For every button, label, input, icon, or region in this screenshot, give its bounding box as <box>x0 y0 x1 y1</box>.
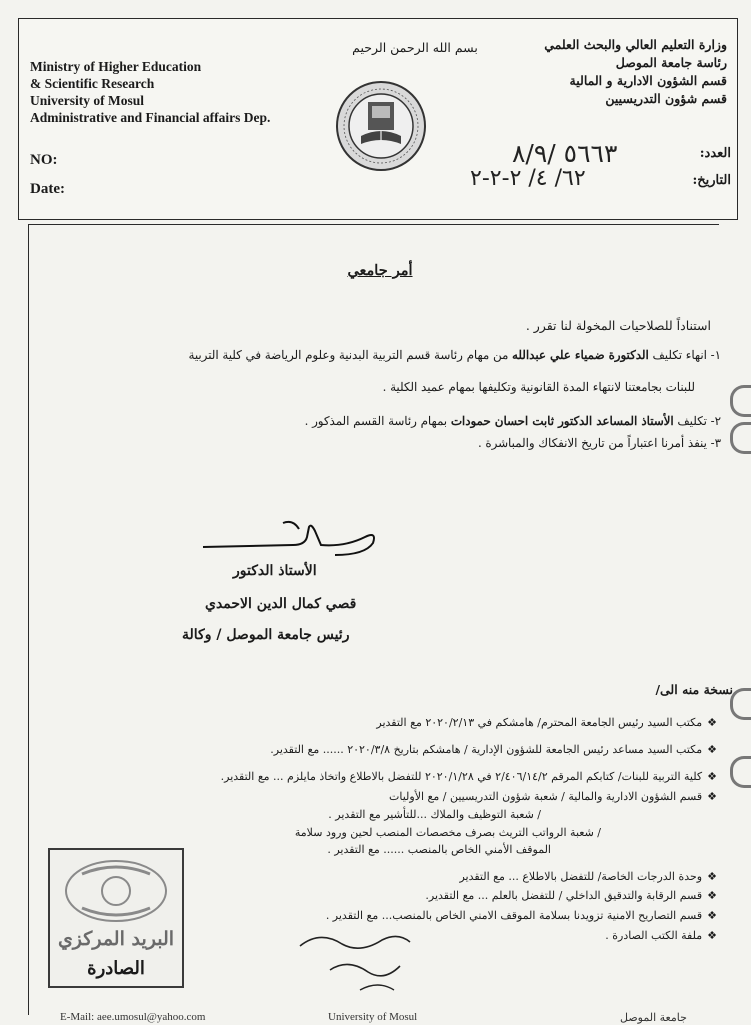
handwritten-annotation <box>290 920 420 1000</box>
item1-rest: من مهام رئاسة قسم التربية البدنية وعلوم الرياضة في كلية التربية <box>188 348 513 362</box>
no-label-ar: العدد: <box>699 146 731 161</box>
order-intro: استناداً للصلاحيات المخولة لنا تقرر . <box>525 318 711 333</box>
order-item-3: ٣- ينفذ أمرنا اعتباراً من تاريخ الانفكاك والمباشرة . <box>477 436 721 450</box>
bullet-icon: ❖ <box>707 770 717 783</box>
binder-ring <box>730 385 751 417</box>
copy-item-4 <box>389 790 717 803</box>
copy-item-6 <box>425 889 717 902</box>
basmala: بسم الله الرحمن الرحيم <box>352 40 478 55</box>
ministry-en: Ministry of Higher Education <box>30 59 202 74</box>
date-label-ar: التاريخ: <box>692 173 731 188</box>
copy-item-5 <box>459 870 717 883</box>
copy-subitem-3: الموقف الأمني الخاص بالمنصب ...... مع التقدير . <box>327 843 551 856</box>
stamp-line-2: الصادرة <box>87 958 145 979</box>
signature-scribble <box>195 515 380 565</box>
bullet-icon: ❖ <box>707 909 717 922</box>
order-item-1-line2: للبنات بجامعتنا لانتهاء المدة القانونية وتكليفها بمهام عميد الكلية . <box>382 380 695 394</box>
binder-ring <box>730 422 751 454</box>
university-seal-logo <box>335 80 427 172</box>
footer <box>0 1011 751 1025</box>
signatory-role: رئيس جامعة الموصل / وكالة <box>182 627 350 643</box>
item2-rest: بمهام رئاسة القسم المذكور . <box>304 414 451 428</box>
copy-text: مكتب السيد مساعد رئيس الجامعة للشؤون الإدارية / هامشكم بتاريخ ٢٠٢٠/٣/٨ ...... مع التقدير. <box>270 743 703 756</box>
central-mail-stamp <box>48 848 184 988</box>
footer-university-ar: جامعة الموصل <box>620 1011 687 1024</box>
order-item-1 <box>189 348 721 362</box>
item2-name: الأستاذ المساعد الدكتور ثابت احسان حمودات <box>450 414 674 428</box>
copy-item-2 <box>270 743 717 756</box>
item2-prefix: ٢- تكليف <box>673 414 721 428</box>
stamp-seal-icon <box>62 856 170 926</box>
bullet-icon: ❖ <box>707 743 717 756</box>
research-en: & Scientific Research <box>30 76 155 91</box>
university-en: University of Mosul <box>30 93 144 108</box>
copy-item-3 <box>221 770 717 783</box>
footer-email: E-Mail: aee.umosul@yahoo.com <box>60 1011 206 1023</box>
copy-subitem-2: / شعبة الرواتب التريث بصرف مخصصات المنصب لحين ورود سلامة <box>294 826 601 839</box>
department-en: Administrative and Financial affairs Dep. <box>30 110 271 125</box>
bullet-icon: ❖ <box>707 889 717 902</box>
admin-dept-ar: قسم الشؤون الادارية و المالية <box>569 73 727 88</box>
no-label-en: NO: <box>30 152 58 168</box>
footer-university: University of Mosul <box>328 1011 418 1023</box>
order-title: أمر جامعي <box>347 262 413 279</box>
copy-text: مكتب السيد رئيس الجامعة المحترم/ هامشكم في ٢٠٢٠/٢/١٣ مع التقدير <box>376 716 703 729</box>
copies-title: نسخة منه الى/ <box>655 682 733 697</box>
copy-text: وحدة الدرجات الخاصة/ للتفضل بالاطلاع ... مع التقدير <box>459 870 703 883</box>
copy-item-8 <box>605 929 717 942</box>
order-item-2 <box>305 414 721 428</box>
english-letterhead <box>30 58 270 126</box>
copy-text: قسم الشؤون الادارية والمالية / شعبة شؤون التدريسيين / مع الأوليات <box>389 790 703 803</box>
binder-ring <box>730 688 751 720</box>
bullet-icon: ❖ <box>707 716 717 729</box>
copy-text: كلية التربية للبنات/ كتابكم المرقم ٢/٤٠٦/١٤/٢ في ٢٠٢٠/١/٢٨ للتفضل بالاطلاع واتخاذ مايلزم ... مع التقدير. <box>220 770 703 783</box>
copy-text: قسم الرقابة والتدقيق الداخلي / للتفضل بالعلم ... مع التقدير. <box>425 889 703 902</box>
copy-text: قسم التصاريح الامنية تزويدنا بسلامة الموقف الامني الخاص بالمنصب... مع التقدير . <box>325 909 703 922</box>
bullet-icon: ❖ <box>707 790 717 803</box>
bullet-icon: ❖ <box>707 929 717 942</box>
teaching-dept-ar: قسم شؤون التدريسيين <box>605 91 727 106</box>
handwritten-date: ٦٢/ ٤/ ٢-٢-٢ <box>470 166 586 191</box>
item1-prefix: ١- انهاء تكليف <box>648 348 721 362</box>
handwritten-number: ٥٦٦٣ /٨/٩ <box>512 139 618 168</box>
stamp-line-1: البريد المركزي <box>57 928 175 950</box>
copy-subitem-1: / شعبة التوظيف والملاك ...للتأشير مع التقدير . <box>328 808 541 821</box>
presidency-ar: رئاسة جامعة الموصل <box>615 55 727 70</box>
copy-text: ملفة الكتب الصادرة . <box>605 929 703 942</box>
item1-name: الدكتورة ضمياء علي عبدالله <box>512 348 649 362</box>
binder-ring <box>730 756 751 788</box>
signatory-title: الأستاذ الدكتور <box>233 563 317 579</box>
arabic-letterhead <box>544 36 727 108</box>
date-label-en: Date: <box>30 181 65 197</box>
ministry-ar: وزارة التعليم العالي والبحث العلمي <box>544 37 727 52</box>
signatory-name: قصي كمال الدين الاحمدي <box>205 596 357 612</box>
copy-item-1 <box>376 716 717 729</box>
bullet-icon: ❖ <box>707 870 717 883</box>
